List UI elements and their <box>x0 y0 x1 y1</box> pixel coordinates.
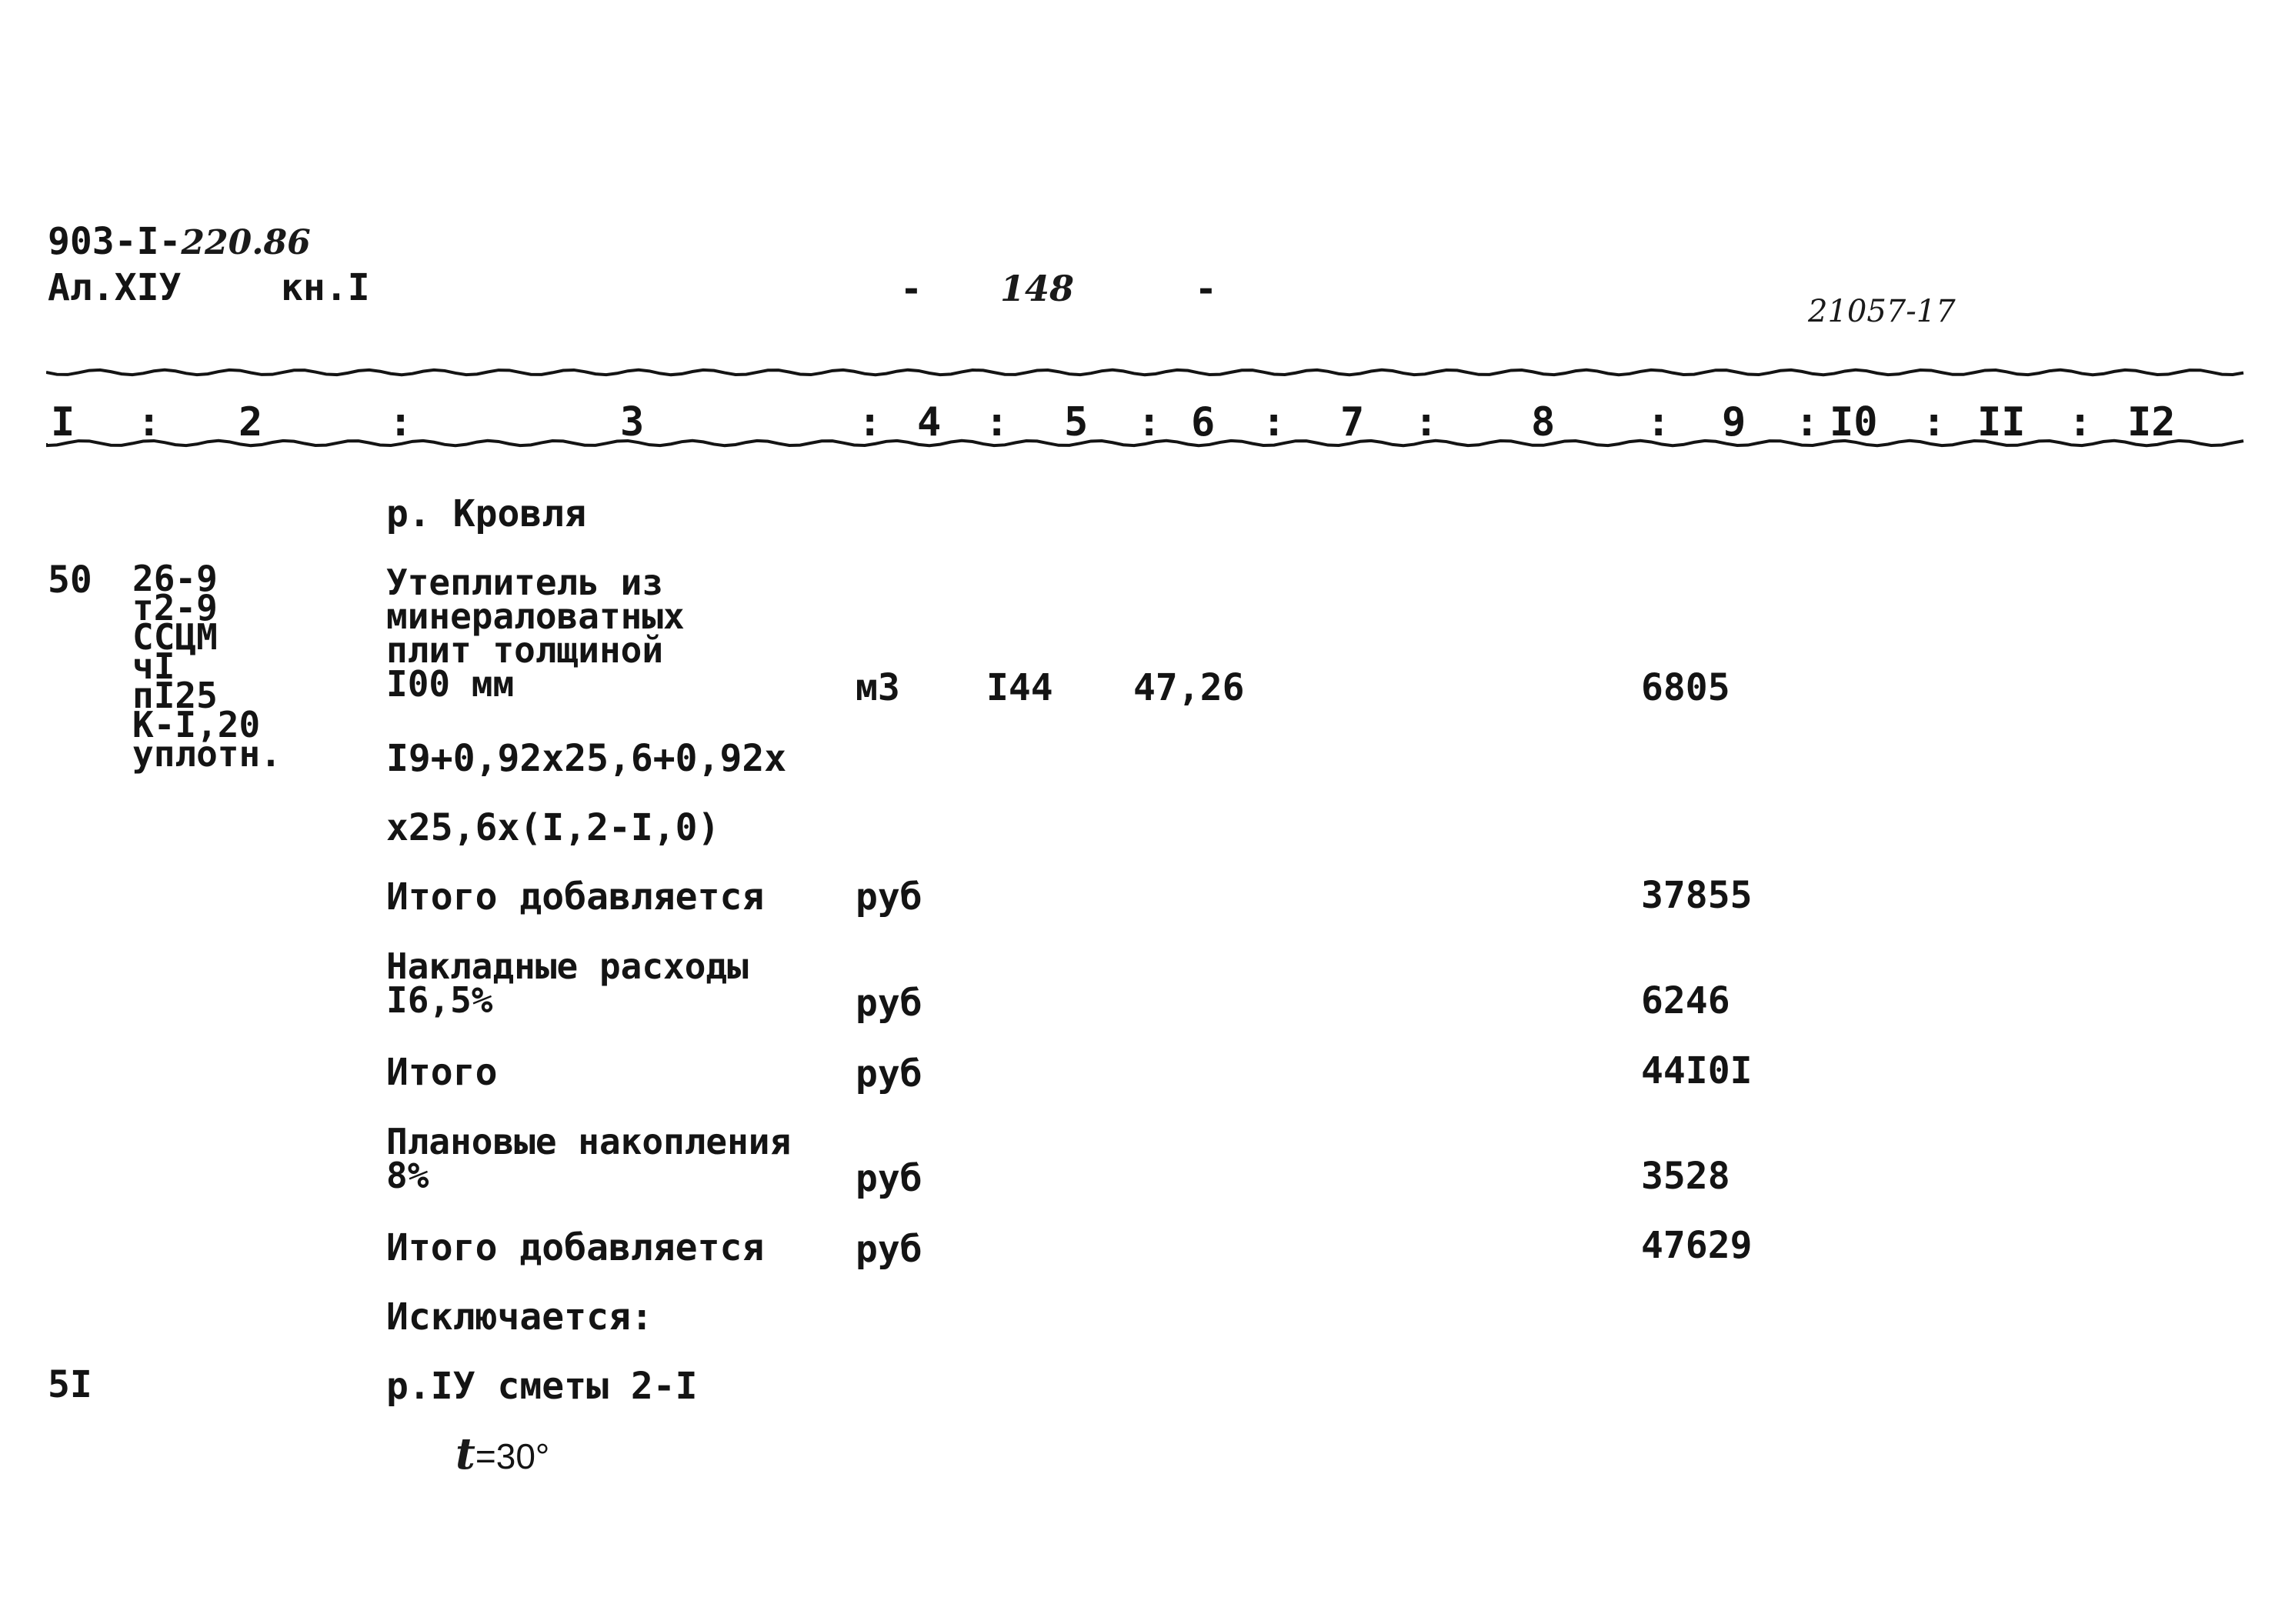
col-num-6: 6 <box>1191 399 1216 445</box>
item-code-line: т2-9 <box>132 587 218 629</box>
col-num-7: 7 <box>1340 399 1365 445</box>
col-num-2: 2 <box>239 399 263 445</box>
item-code-line: уплотн. <box>132 733 282 775</box>
col-sep: : <box>1795 399 1820 445</box>
item-description-line: Утеплитель из <box>386 562 664 603</box>
col-sep: : <box>1137 399 1162 445</box>
row-unit: руб <box>856 875 922 919</box>
item-code <box>132 558 282 775</box>
row-value: 37855 <box>1641 874 1753 917</box>
col-sep: : <box>1646 399 1671 445</box>
col-sep: : <box>2068 399 2093 445</box>
inventory-number: 21057-17 <box>1808 294 1956 329</box>
item-formula: I9+0,92x25,6+0,92x <box>386 737 787 780</box>
temperature-value: =30° <box>475 1436 550 1476</box>
row-value: 6246 <box>1641 979 1730 1022</box>
col-num-4: 4 <box>917 399 942 445</box>
item-number: 5I <box>48 1363 92 1406</box>
item-quantity: I44 <box>986 666 1053 709</box>
document-code-handwritten: 220.86 <box>181 223 311 262</box>
item-number: 50 <box>48 559 92 602</box>
item-code-line: чI <box>132 645 175 687</box>
col-num-8: 8 <box>1531 399 1556 445</box>
col-sep: : <box>137 399 162 445</box>
col-sep: : <box>1414 399 1439 445</box>
document-code <box>48 220 311 263</box>
row-label <box>386 945 749 1021</box>
page-dash-right: - <box>1195 268 1217 311</box>
book-number: кн.I <box>281 266 370 309</box>
col-sep: : <box>389 399 413 445</box>
item-description <box>386 562 685 705</box>
row-unit: руб <box>856 1228 922 1271</box>
excluded-label: Исключается: <box>386 1296 653 1339</box>
item-code-line: пI25 <box>132 675 218 716</box>
col-num-11: II <box>1977 399 2026 445</box>
row-label: Итого добавляется <box>386 1226 765 1269</box>
row-label-line: 8% <box>386 1155 429 1196</box>
item-code-line: ССЦМ <box>132 616 218 658</box>
row-value: 3528 <box>1641 1155 1730 1198</box>
row-unit: руб <box>856 1157 922 1200</box>
row-unit: руб <box>856 982 922 1025</box>
col-sep: : <box>1262 399 1286 445</box>
item-description: р.IУ сметы 2-I <box>386 1365 698 1408</box>
row-label: Итого <box>386 1051 498 1094</box>
row-label-line: I6,5% <box>386 979 493 1021</box>
item-code-line: К-I,20 <box>132 704 261 745</box>
row-label: Итого добавляется <box>386 875 765 919</box>
col-num-9: 9 <box>1722 399 1746 445</box>
col-num-12: I2 <box>2127 399 2176 445</box>
row-value: 47629 <box>1641 1224 1753 1267</box>
col-num-5: 5 <box>1064 399 1089 445</box>
item-formula-continued: x25,6x(I,2-I,0) <box>386 806 720 849</box>
temperature-note <box>455 1429 550 1479</box>
temperature-symbol: t <box>455 1429 475 1479</box>
item-unit: м3 <box>856 666 900 709</box>
col-num-3: 3 <box>620 399 645 445</box>
page-number: 148 <box>1000 268 1075 309</box>
row-label-line: Накладные расходы <box>386 945 749 987</box>
item-description-line: I00 мм <box>386 663 515 705</box>
album-number: Ал.XIУ <box>48 266 182 309</box>
item-unit-price: 47,26 <box>1133 666 1245 709</box>
document-code-printed: 903-I- <box>48 220 182 263</box>
item-description-line: минераловатных <box>386 595 685 637</box>
section-title: р. Кровля <box>386 492 587 535</box>
item-total: 6805 <box>1641 666 1730 709</box>
row-label-line: Плановые накопления <box>386 1121 792 1162</box>
row-unit: руб <box>856 1052 922 1095</box>
row-value: 44I0I <box>1641 1049 1753 1092</box>
page-dash-left: - <box>900 268 922 311</box>
col-sep: : <box>858 399 882 445</box>
col-num-10: I0 <box>1830 399 1878 445</box>
col-num-1: I <box>51 399 75 445</box>
item-code-line: 26-9 <box>132 558 218 599</box>
row-label <box>386 1121 792 1196</box>
item-description-line: плит толщиной <box>386 629 664 671</box>
col-sep: : <box>985 399 1009 445</box>
col-sep: : <box>1922 399 1946 445</box>
top-wavy-rule <box>46 366 2247 378</box>
